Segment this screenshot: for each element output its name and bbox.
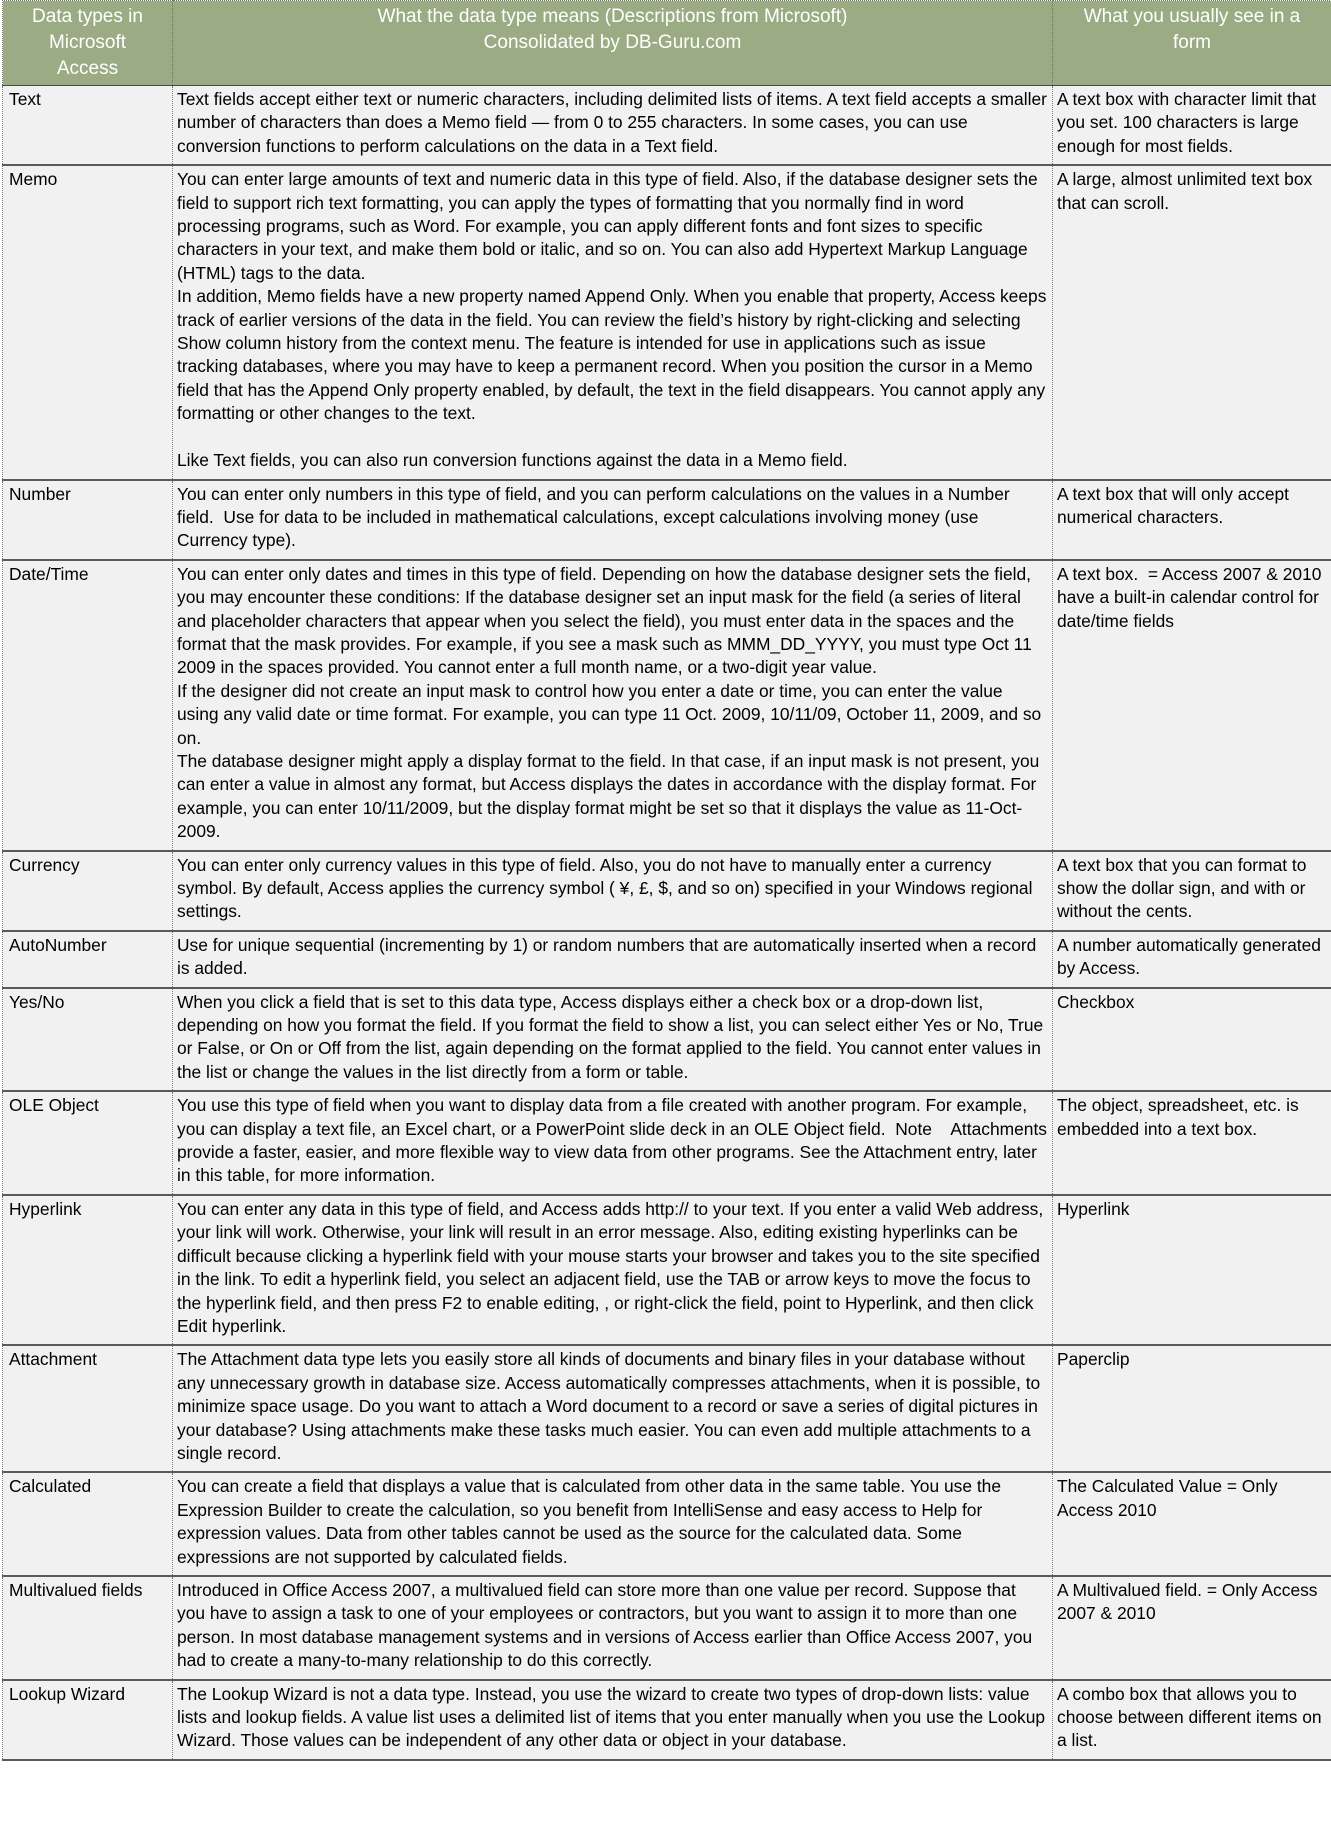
data-type-name: OLE Object (3, 1091, 173, 1195)
form-appearance: A text box. = Access 2007 & 2010 have a built-in calendar control for date/time fields (1053, 560, 1331, 851)
form-appearance: A number automatically generated by Access. (1053, 931, 1331, 988)
data-type-name: Number (3, 480, 173, 560)
data-type-description: You can enter only numbers in this type of field, and you can perform calculations on the values in a Number field. Use for data to be included in mathematical calculations, except calculations involving money (use Currency type). (173, 480, 1053, 560)
form-appearance: The object, spreadsheet, etc. is embedded into a text box. (1053, 1091, 1331, 1195)
header-form-line: form (1173, 32, 1211, 53)
data-type-name: Date/Time (3, 560, 173, 851)
table-row (3, 165, 1331, 479)
data-type-name: Text (3, 86, 173, 166)
data-type-description: Text fields accept either text or numeric characters, including delimited lists of items. A text field accepts a smaller number of characters than does a Memo field — from 0 to 255 characters. In some cases, you can use conversion functions to perform calculations on the data in a Text field. (173, 86, 1053, 166)
table-row (3, 1472, 1331, 1576)
data-type-name: Multivalued fields (3, 1576, 173, 1680)
form-appearance: Checkbox (1053, 988, 1331, 1092)
data-type-description: You can create a field that displays a value that is calculated from other data in the same table. You use the Expression Builder to create the calculation, so you benefit from IntelliSense and easy access to Help for expression values. Data from other tables cannot be used as the source for the calculated data. Some expressions are not supported by calculated fields. (173, 1472, 1053, 1576)
data-type-description: You can enter any data in this type of field, and Access adds http:// to your text. If you enter a valid Web address, your link will work. Otherwise, your link will result in an error message. Also, editing existing hyperlinks can be difficult because clicking a hyperlink field with your mouse starts your browser and takes you to the site specified in the link. To edit a hyperlink field, you select an adjacent field, use the TAB or arrow keys to move the focus to the hyperlink field, and then press F2 to enable editing, , or right-click the field, point to Hyperlink, and then click Edit hyperlink. (173, 1195, 1053, 1345)
data-type-description: The Attachment data type lets you easily store all kinds of documents and binary files in your database without any unnecessary growth in database size. Access automatically compresses attachments, when it is possible, to minimize space usage. Do you want to attach a Word document to a record or save a series of digital pictures in your database? Using attachments make these tasks much easier. You can even add multiple attachments to a single record. (173, 1345, 1053, 1472)
header-meaning-line: Consolidated by DB-Guru.com (483, 32, 742, 53)
data-type-description: The Lookup Wizard is not a data type. Instead, you use the wizard to create two types of drop-down lists: value lists and lookup fields. A value list uses a delimited list of items that you enter manually when you use the Lookup Wizard. Those values can be independent of any other data or object in your database. (173, 1680, 1053, 1760)
data-type-name: Hyperlink (3, 1195, 173, 1345)
table-row (3, 931, 1331, 988)
header-data-types (3, 1, 173, 86)
form-appearance: Paperclip (1053, 1345, 1331, 1472)
data-type-description: Use for unique sequential (incrementing by 1) or random numbers that are automatically inserted when a record is added. (173, 931, 1053, 988)
table-row (3, 560, 1331, 851)
data-type-description: You can enter large amounts of text and numeric data in this type of field. Also, if the database designer sets the field to support rich text formatting, you can apply the types of formatting that you normally find in word processing programs, such as Word. For example, you can apply different fonts and font sizes to specific characters in your text, and make them bold or italic, and so on. You can also add Hypertext Markup Language (HTML) tags to the data. In addition, Memo fields have a new property named Append Only. When you enable that property, Access keeps track of earlier versions of the data in the field. You can review the field’s history by right-clicking and selecting Show column history from the context menu. The feature is intended for use in applications such as issue tracking databases, where you may have to keep a permanent record. When you position the cursor in a Memo field that has the Append Only property enabled, by default, the text in the field disappears. You cannot apply any formatting or other changes to the text. Like Text fields, you can also run conversion functions against the data in a Memo field. (173, 165, 1053, 479)
table-row (3, 851, 1331, 931)
header-data-types-line: Data types in (32, 6, 143, 27)
form-appearance: The Calculated Value = Only Access 2010 (1053, 1472, 1331, 1576)
form-appearance: A Multivalued field. = Only Access 2007 & 2010 (1053, 1576, 1331, 1680)
table-body (3, 86, 1331, 1760)
table-row (3, 988, 1331, 1092)
table-row (3, 1345, 1331, 1472)
table-row (3, 1195, 1331, 1345)
data-types-table (2, 0, 1331, 1761)
form-appearance: A text box that you can format to show the dollar sign, and with or without the cents. (1053, 851, 1331, 931)
table-row (3, 1680, 1331, 1760)
form-appearance: A combo box that allows you to choose between different items on a list. (1053, 1680, 1331, 1760)
data-type-name: Yes/No (3, 988, 173, 1092)
header-data-types-line: Access (56, 58, 119, 79)
data-type-description: You can enter only dates and times in this type of field. Depending on how the database designer sets the field, you may encounter these conditions: If the database designer set an input mask for the field (a series of literal and placeholder characters that appear when you select the field), you must enter data in the spaces and the format that the mask provides. For example, if you see a mask such as MMM_DD_YYYY, you must type Oct 11 2009 in the spaces provided. You cannot enter a full month name, or a two-digit year value. If the designer did not create an input mask to control how you enter a date or time, you can enter the value using any valid date or time format. For example, you can type 11 Oct. 2009, 10/11/09, October 11, 2009, and so on. The database designer might apply a display format to the field. In that case, if an input mask is not present, you can enter a value in almost any format, but Access displays the dates in accordance with the display format. For example, you can enter 10/11/2009, but the display format might be set so that it displays the value as 11-Oct-2009. (173, 560, 1053, 851)
data-type-name: Currency (3, 851, 173, 931)
data-type-description: You use this type of field when you want to display data from a file created with another program. For example, you can display a text file, an Excel chart, or a PowerPoint slide deck in an OLE Object field. Note Attachments provide a faster, easier, and more flexible way to view data from other programs. See the Attachment entry, later in this table, for more information. (173, 1091, 1053, 1195)
data-type-name: AutoNumber (3, 931, 173, 988)
form-appearance: A text box with character limit that you set. 100 characters is large enough for most fields. (1053, 86, 1331, 166)
data-type-description: You can enter only currency values in this type of field. Also, you do not have to manually enter a currency symbol. By default, Access applies the currency symbol ( ¥, £, $, and so on) specified in your Windows regional settings. (173, 851, 1053, 931)
header-meaning-line: What the data type means (Descriptions from Microsoft) (377, 6, 848, 27)
form-appearance: A text box that will only accept numerical characters. (1053, 480, 1331, 560)
header-data-types-line: Microsoft (48, 32, 127, 53)
form-appearance: A large, almost unlimited text box that can scroll. (1053, 165, 1331, 479)
table-row (3, 480, 1331, 560)
data-type-name: Attachment (3, 1345, 173, 1472)
table-row (3, 86, 1331, 166)
form-appearance: Hyperlink (1053, 1195, 1331, 1345)
data-type-description: When you click a field that is set to this data type, Access displays either a check box or a drop-down list, depending on how you format the field. If you format the field to show a list, you can select either Yes or No, True or False, or On or Off from the list, again depending on the format applied to the field. You cannot enter values in the list or change the values in the list directly from a form or table. (173, 988, 1053, 1092)
header-form (1053, 1, 1331, 86)
header-row (3, 1, 1331, 86)
data-type-name: Lookup Wizard (3, 1680, 173, 1760)
header-meaning (173, 1, 1053, 86)
data-type-name: Calculated (3, 1472, 173, 1576)
table-row (3, 1091, 1331, 1195)
header-form-line: What you usually see in a (1083, 6, 1301, 27)
data-type-description: Introduced in Office Access 2007, a multivalued field can store more than one value per record. Suppose that you have to assign a task to one of your employees or contractors, but you want to assign it to more than one person. In most database management systems and in versions of Access earlier than Office Access 2007, you had to create a many-to-many relationship to do this correctly. (173, 1576, 1053, 1680)
table-row (3, 1576, 1331, 1680)
data-type-name: Memo (3, 165, 173, 479)
